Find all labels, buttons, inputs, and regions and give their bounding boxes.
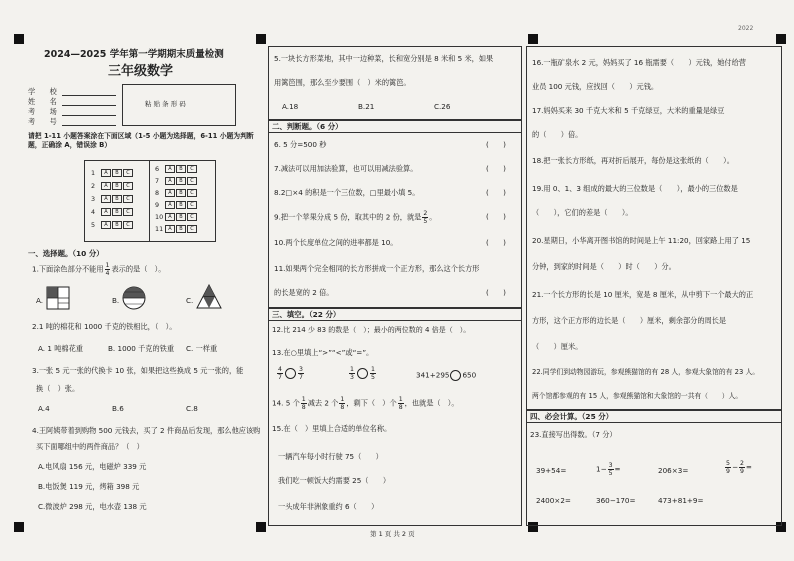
q12: 12.比 214 少 83 的数是（ ）；最小的两位数的 4 倍是（ ）。 xyxy=(272,326,471,334)
q17-line2: 的（ ）倍。 xyxy=(532,130,583,139)
field-school: 学 校 xyxy=(28,87,57,96)
section-4-title: 四、必会计算。（25 分） xyxy=(530,412,614,421)
q17-line1: 17.妈妈买来 30 千克大米和 5 千克绿豆，大米的重量是绿豆 xyxy=(532,106,725,115)
judge-item: 10.两个长度单位之间的进率都是 10。 xyxy=(274,238,398,247)
denominator: 7 xyxy=(278,374,282,381)
judge-item: 9.把一个苹果分成 5 份，取其中的 2 份，就是 xyxy=(274,212,422,222)
denominator: 8 xyxy=(301,404,306,411)
q15-item: 一辆汽车每小时行驶 75（ ） xyxy=(278,452,383,461)
q18: 18.把一张长方形纸，再对折后展开，每份是这张纸的（ ）。 xyxy=(532,156,734,165)
fraction xyxy=(349,366,355,381)
judge-item: 6. 5 分=500 秒 xyxy=(274,140,327,149)
instruction-text: 请把 1-11 小题答案涂在下面区域（1-5 小题为选择题，6-11 小题为判断题，正确涂 A，错误涂 B） xyxy=(28,132,254,149)
q14-part: ，剩下（ ）个 xyxy=(346,398,397,408)
registration-mark xyxy=(256,522,266,532)
answer-bubble[interactable]: A xyxy=(101,208,111,216)
q5-option-a[interactable]: A.18 xyxy=(282,102,299,111)
answer-bubble[interactable]: A xyxy=(101,195,111,203)
answer-grid xyxy=(84,160,216,242)
q5-option-c[interactable]: C.26 xyxy=(434,102,451,111)
q15-item: 一头成年非洲象重约 6（ ） xyxy=(278,502,379,511)
answer-bubble[interactable]: C xyxy=(123,221,133,229)
judge-answer-slot[interactable]: ( ) xyxy=(486,188,506,197)
q5-line2: 用篱笆围，那么至少要围（ ）米的篱笆。 xyxy=(274,78,411,87)
compare-circle[interactable] xyxy=(450,370,461,381)
q1-option-b[interactable]: B. xyxy=(112,296,120,305)
fraction xyxy=(277,366,283,381)
answer-row xyxy=(155,177,198,185)
registration-mark xyxy=(528,34,538,44)
denominator: 5 xyxy=(370,374,375,381)
numerator: 1 xyxy=(370,366,375,373)
answer-row xyxy=(155,165,198,173)
q19-line1: 19.用 0、1、3 组成的最大的三位数是（ ），最小的三位数是 xyxy=(532,184,738,193)
fraction xyxy=(105,262,111,277)
denominator: 8 xyxy=(398,404,403,411)
judge-item: 8.2□×4 的积是一个三位数，□里最小填 5。 xyxy=(274,188,420,197)
answer-row-number: 7 xyxy=(155,177,160,185)
q23: 23.直接写出得数。（7 分） xyxy=(530,430,617,439)
answer-bubble[interactable]: A xyxy=(101,182,111,190)
judge-answer-slot[interactable]: ( ) xyxy=(486,164,506,173)
fraction xyxy=(608,462,614,477)
q2-option-c[interactable]: C. 一样重 xyxy=(186,344,218,353)
answer-row xyxy=(91,169,134,177)
fraction xyxy=(298,366,304,381)
calc-item-fraction-sub: $\frac{5}{9}$ − $\frac{2}{9}$ = xyxy=(726,460,752,475)
q2-option-b[interactable]: B. 1000 千克的铁重 xyxy=(108,344,175,353)
answer-bubble[interactable]: C xyxy=(187,225,197,233)
answer-bubble[interactable]: C xyxy=(187,165,197,173)
fill-cont-box xyxy=(526,46,782,410)
q1-option-c[interactable]: C. xyxy=(186,296,194,305)
answer-row xyxy=(155,189,198,197)
answer-bubble[interactable]: B xyxy=(176,165,186,173)
denominator: 3 xyxy=(350,374,354,381)
judge-answer-slot[interactable]: ( ) xyxy=(486,140,506,149)
compare-circle[interactable] xyxy=(357,368,368,379)
answer-row xyxy=(155,213,198,221)
numerator: 4 xyxy=(278,366,282,373)
field-name: 姓 名 xyxy=(28,97,57,106)
answer-row-number: 11 xyxy=(155,225,164,233)
answer-bubble[interactable]: A xyxy=(101,169,111,177)
answer-bubble[interactable]: C xyxy=(187,177,197,185)
q16-line1: 16.一瓶矿泉水 2 元，妈妈买了 16 瓶需要（ ）元钱，她付给营 xyxy=(532,58,746,67)
q2-option-a[interactable]: A. 1 吨棉花重 xyxy=(38,344,83,353)
answer-bubble[interactable]: B xyxy=(112,208,122,216)
calc-item: 2400×2= xyxy=(536,496,571,505)
q15-item: 我们吃一顿饭大约需要 25（ ） xyxy=(278,476,391,485)
calc-whole: 1− xyxy=(596,464,607,474)
calc-item: 206×3= xyxy=(658,466,689,475)
q16-line2: 业员 100 元钱，应找回（ ）元钱。 xyxy=(532,82,659,91)
calc-item-fraction xyxy=(596,462,621,477)
q19-line2: （ ），它们的差是（ ）。 xyxy=(532,208,633,217)
q5-line1: 5.一块长方形菜地，其中一边种菜，长和宽分别是 8 米和 5 米，如果 xyxy=(274,54,494,63)
answer-bubble[interactable]: C xyxy=(123,195,133,203)
answer-bubble[interactable]: A xyxy=(165,201,175,209)
calc-item: 360−170= xyxy=(596,496,636,505)
grid-divider xyxy=(149,161,150,241)
field-number: 考 号 xyxy=(28,117,57,126)
numerator: 1 xyxy=(105,262,110,269)
section-1-title: 一、选择题。（10 分） xyxy=(28,249,104,258)
section-2-divider xyxy=(268,132,521,133)
page-footer: 第 1 页 共 2 页 xyxy=(370,530,415,538)
q4-option-c[interactable]: C.微波炉 298 元，电水壶 138 元 xyxy=(38,502,147,511)
q4-option-a[interactable]: A.电风扇 156 元，电磁炉 339 元 xyxy=(38,462,147,471)
judge-answer-slot[interactable]: ( ) xyxy=(486,212,506,221)
registration-mark xyxy=(776,34,786,44)
answer-bubble[interactable]: B xyxy=(176,201,186,209)
field-line[interactable] xyxy=(62,95,116,96)
q1-figure-c-triangle xyxy=(196,284,222,310)
answer-bubble[interactable]: A xyxy=(165,189,175,197)
compare-circle[interactable] xyxy=(285,368,296,379)
q13-compare-c xyxy=(416,370,476,381)
answer-bubble[interactable]: A xyxy=(165,213,175,221)
answer-bubble[interactable]: C xyxy=(123,182,133,190)
denominator: 7 xyxy=(298,374,303,381)
calc-item: 473+81+9= xyxy=(658,496,704,505)
section-4-divider xyxy=(526,422,781,423)
answer-row-number: 2 xyxy=(91,182,96,190)
q13: 13.在○里填上“>”“<”或“=”。 xyxy=(272,348,374,357)
section-2-title: 二、判断题。（6 分） xyxy=(272,122,343,131)
fraction xyxy=(370,366,376,381)
fraction: $\frac{2}{9}$ xyxy=(739,460,744,475)
q14-part: 14. 5 个 xyxy=(272,398,300,408)
judge-answer-slot[interactable]: ( ) xyxy=(486,288,506,297)
numerator: 3 xyxy=(298,366,303,373)
answer-row-number: 3 xyxy=(91,195,96,203)
numerator: 3 xyxy=(608,462,613,469)
answer-bubble[interactable]: B xyxy=(112,169,122,177)
answer-bubble[interactable]: A xyxy=(101,221,111,229)
denominator: 4 xyxy=(105,270,110,277)
q1-option-a[interactable]: A. xyxy=(36,296,44,305)
exam-title: 2024—2025 学年第一学期期末质量检测 xyxy=(44,49,224,60)
answer-row-number: 10 xyxy=(155,213,164,221)
answer-row xyxy=(155,225,198,233)
q3-option-a[interactable]: A.4 xyxy=(38,404,50,413)
judge-item: 11.如果两个完全相同的长方形拼成一个正方形，那么这个长方形 xyxy=(274,264,480,273)
denominator: 5 xyxy=(423,218,428,225)
q1-text-b: 表示的是（ ）。 xyxy=(111,264,166,274)
fraction xyxy=(422,210,428,225)
denominator: 5 xyxy=(608,470,613,477)
calc-item: 39+54= xyxy=(536,466,567,475)
q3-option-c[interactable]: C.8 xyxy=(186,404,198,413)
q1-text-a: 1.下面涂色部分不能用 xyxy=(32,264,104,274)
answer-row xyxy=(155,201,198,209)
barcode-label: 粘 贴 条 形 码 xyxy=(145,100,186,108)
answer-bubble[interactable]: B xyxy=(112,182,122,190)
answer-bubble[interactable]: C xyxy=(187,201,197,209)
answer-bubble[interactable]: B xyxy=(112,221,122,229)
q4-line1: 4.王阿姨带着到购物 500 元钱去，买了 2 件商品后发现，那么他应该购 xyxy=(32,426,261,435)
judge-item: 7.减法可以用加法验算，也可以用减法验算。 xyxy=(274,164,418,173)
numerator: 1 xyxy=(398,396,403,403)
field-room: 考 场 xyxy=(28,107,57,116)
compare-left: 341+295 xyxy=(416,370,450,380)
answer-bubble[interactable]: B xyxy=(176,177,186,185)
q21-line3: （ ）厘米。 xyxy=(532,342,583,351)
answer-bubble[interactable]: B xyxy=(176,225,186,233)
answer-bubble[interactable]: C xyxy=(123,208,133,216)
corner-label: 2022 xyxy=(738,25,754,32)
answer-bubble[interactable]: B xyxy=(176,213,186,221)
answer-row-number: 1 xyxy=(91,169,96,177)
q4-line2: 买下面哪组中的两件商品？（ ） xyxy=(36,442,144,451)
q22-line2: 两个馆都参观的有 15 人，参观熊猫馆和大象馆的一共有（ ）人。 xyxy=(532,392,743,400)
q3-option-b[interactable]: B.6 xyxy=(112,404,124,413)
q3-line2: 换（ ）张。 xyxy=(36,384,80,393)
denominator: 8 xyxy=(340,404,345,411)
numerator: 1 xyxy=(350,366,354,373)
section-3-divider xyxy=(268,320,521,321)
numerator: 1 xyxy=(340,396,345,403)
q13-compare-a xyxy=(276,366,305,381)
q21-line2: 方形，这个正方形的边长是（ ）厘米，剩余部分的周长是 xyxy=(532,316,727,325)
answer-row-number: 9 xyxy=(155,201,160,209)
answer-row-number: 6 xyxy=(155,165,160,173)
answer-bubble[interactable]: C xyxy=(187,213,197,221)
fraction xyxy=(301,396,307,411)
q20-line1: 20.星期日，小华离开图书馆的时间是上午 11:20，回家路上用了 15 xyxy=(532,236,751,245)
q14-part: 减去 2 个 xyxy=(307,398,339,408)
q13-compare-b xyxy=(348,366,377,381)
q1-figure-a-square xyxy=(46,286,70,310)
answer-row xyxy=(91,195,134,203)
q20-line2: 分钟，到家的时间是（ ）时（ ）分。 xyxy=(532,262,676,271)
answer-bubble[interactable]: B xyxy=(112,195,122,203)
answer-instruction xyxy=(28,132,254,150)
numerator: 1 xyxy=(301,396,306,403)
answer-bubble[interactable]: C xyxy=(123,169,133,177)
judge-item-line2: 的长是宽的 2 倍。 xyxy=(274,288,334,297)
field-line[interactable] xyxy=(62,115,116,116)
answer-bubble[interactable]: C xyxy=(187,189,197,197)
answer-row-number: 4 xyxy=(91,208,96,216)
numerator: 2 xyxy=(423,210,428,217)
compare-right: 650 xyxy=(462,370,477,380)
fraction xyxy=(398,396,404,411)
q15: 15.在（ ）里填上合适的单位名称。 xyxy=(272,424,392,433)
q14-part: ，也就是（ ）。 xyxy=(404,398,459,408)
answer-row xyxy=(91,221,134,229)
field-line[interactable] xyxy=(62,105,116,106)
answer-bubble[interactable]: B xyxy=(176,189,186,197)
answer-row-number: 8 xyxy=(155,189,160,197)
section-3-title: 三、填空。（22 分） xyxy=(272,310,341,319)
fraction: $\frac{5}{9}$ xyxy=(726,460,730,475)
answer-row xyxy=(91,182,134,190)
registration-mark xyxy=(14,34,24,44)
answer-row-number: 5 xyxy=(91,221,96,229)
registration-mark xyxy=(14,522,24,532)
judge-item-q9: 9.把一个苹果分成 5 份，取其中的 2 份，就是 $\frac{2}{5}$ 。 xyxy=(274,210,437,225)
answer-bubble[interactable]: A xyxy=(165,225,175,233)
q4-option-b[interactable]: B.电饭煲 119 元，烤箱 398 元 xyxy=(38,482,140,491)
q3-line1: 3.一张 5 元一张的代换卡 10 张，如果把这些换成 5 元一张的，能 xyxy=(32,366,244,375)
registration-mark xyxy=(256,34,266,44)
answer-bubble[interactable]: A xyxy=(165,177,175,185)
q5-option-b[interactable]: B.21 xyxy=(358,102,375,111)
q1-stem xyxy=(32,262,165,277)
barcode-area xyxy=(122,84,236,126)
field-line[interactable] xyxy=(62,125,116,126)
q2-stem: 2.1 吨的棉花和 1000 千克的铁相比，（ ）。 xyxy=(32,322,177,331)
answer-row xyxy=(91,208,134,216)
judge-answer-slot[interactable]: ( ) xyxy=(486,238,506,247)
calc-equals: = xyxy=(614,464,621,474)
answer-bubble[interactable]: A xyxy=(165,165,175,173)
fill-box xyxy=(268,308,522,526)
q21-line1: 21.一个长方形的长是 10 厘米，宽是 8 厘米，从中剪下一个最大的正 xyxy=(532,290,754,299)
q22-line1: 22.同学们到动物园游玩，参观熊猫馆的有 28 人，参观大象馆的有 23 人。 xyxy=(532,368,760,376)
q14 xyxy=(272,396,459,411)
fraction xyxy=(339,396,345,411)
exam-subtitle: 三年级数学 xyxy=(108,64,174,79)
q1-figure-b-circle xyxy=(122,286,146,310)
